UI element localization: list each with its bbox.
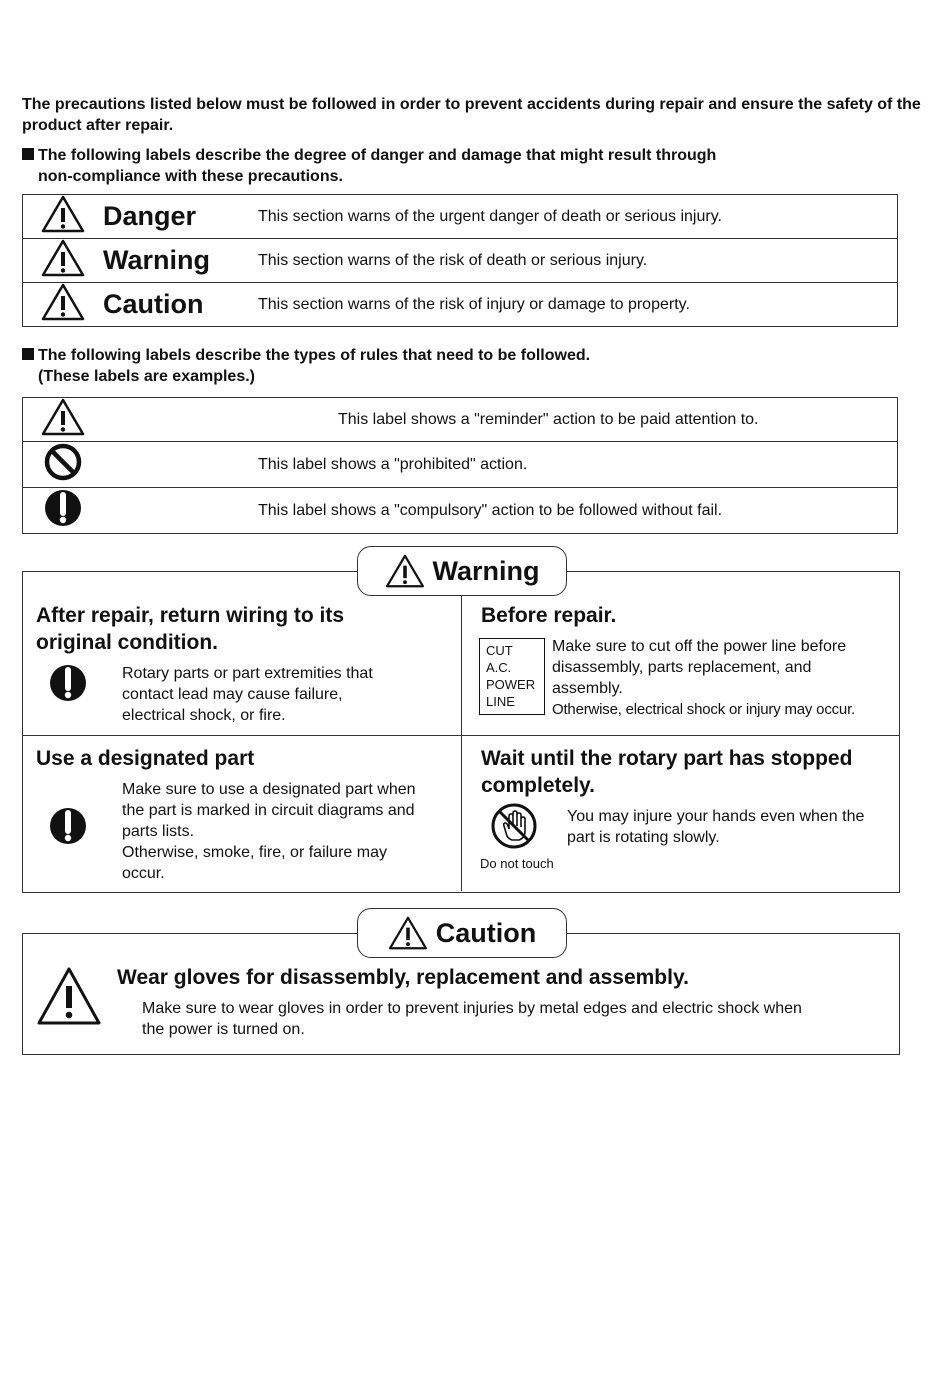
caution-box-tab — [357, 908, 567, 958]
danger-row — [23, 195, 898, 239]
warning-triangle-icon — [41, 195, 85, 233]
compulsory-exclamation-icon — [43, 488, 83, 528]
danger-levels-table — [22, 194, 898, 327]
bullet-square-icon — [22, 348, 34, 360]
after-repair-text: Rotary parts or part extremities that contact lead may cause failure, electrical shock, or fire. — [122, 665, 373, 724]
compulsory-exclamation-icon — [48, 663, 88, 703]
warning-description: This section warns of the risk of death or serious injury. — [258, 239, 898, 283]
caution-description: This section warns of the risk of injury or damage to property. — [258, 283, 898, 327]
prohibited-icon — [43, 442, 83, 482]
warning-triangle-icon — [41, 283, 85, 321]
warning-triangle-icon — [385, 554, 425, 588]
compulsory-exclamation-icon — [48, 806, 88, 846]
prohibited-row — [23, 442, 898, 488]
warning-triangle-icon — [388, 916, 428, 950]
caution-box-title: Caution — [435, 917, 537, 948]
reminder-row — [23, 398, 898, 442]
warning-box-tab — [357, 546, 567, 596]
danger-word: Danger — [103, 195, 258, 239]
warning-row — [23, 239, 898, 283]
bullet-square-icon — [22, 148, 34, 160]
warning-box-divider — [461, 571, 462, 891]
rule-labels-table — [22, 397, 898, 534]
before-repair-text: Make sure to cut off the power line before disassembly, parts replacement, and assembly. Otherwise, electrical shock or injury may occur. — [552, 638, 856, 718]
after-repair-heading: After repair, return wiring to its original condition. — [36, 604, 345, 654]
caution-row — [23, 283, 898, 327]
warning-box-title: Warning — [432, 555, 540, 586]
warning-triangle-icon — [36, 966, 102, 1026]
warning-box-row-divider — [22, 735, 899, 736]
warning-word: Warning — [103, 239, 258, 283]
rule-types-heading: The following labels describe the types of rules that need to be followed. (These labels are examples.) — [22, 345, 590, 387]
designated-part-heading: Use a designated part — [36, 747, 255, 770]
caution-word: Caution — [103, 283, 258, 327]
caution-heading: Wear gloves for disassembly, replacement and assembly. — [117, 966, 689, 989]
rotary-part-heading: Wait until the rotary part has stopped completely. — [481, 747, 853, 797]
reminder-description: This label shows a "reminder" action to be paid attention to. — [103, 398, 898, 442]
do-not-touch-icon — [490, 802, 538, 850]
prohibited-description: This label shows a "prohibited" action. — [103, 442, 898, 488]
before-repair-heading: Before repair. — [481, 604, 617, 627]
danger-description: This section warns of the urgent danger of death or serious injury. — [258, 195, 898, 239]
do-not-touch-caption: Do not touch — [480, 856, 554, 871]
rotary-part-text: You may injure your hands even when the part is rotating slowly. — [567, 808, 865, 846]
reminder-triangle-icon — [41, 398, 85, 436]
intro-text: The precautions listed below must be followed in order to prevent accidents during repair and ensure the safety of the product after repair. — [22, 96, 921, 134]
cut-power-line-label: CUT A.C. POWER LINE — [479, 638, 545, 715]
caution-text: Make sure to wear gloves in order to prevent injuries by metal edges and electric shock when the power is turned on. — [142, 1000, 802, 1038]
compulsory-description: This label shows a "compulsory" action to be followed without fail. — [103, 488, 898, 534]
danger-levels-heading: The following labels describe the degree of danger and damage that might result through non-compliance with these precautions. — [22, 145, 716, 187]
designated-part-text: Make sure to use a designated part when the part is marked in circuit diagrams and parts lists. Otherwise, smoke, fire, or failure may occur. — [122, 781, 416, 882]
compulsory-row — [23, 488, 898, 534]
warning-triangle-icon — [41, 239, 85, 277]
